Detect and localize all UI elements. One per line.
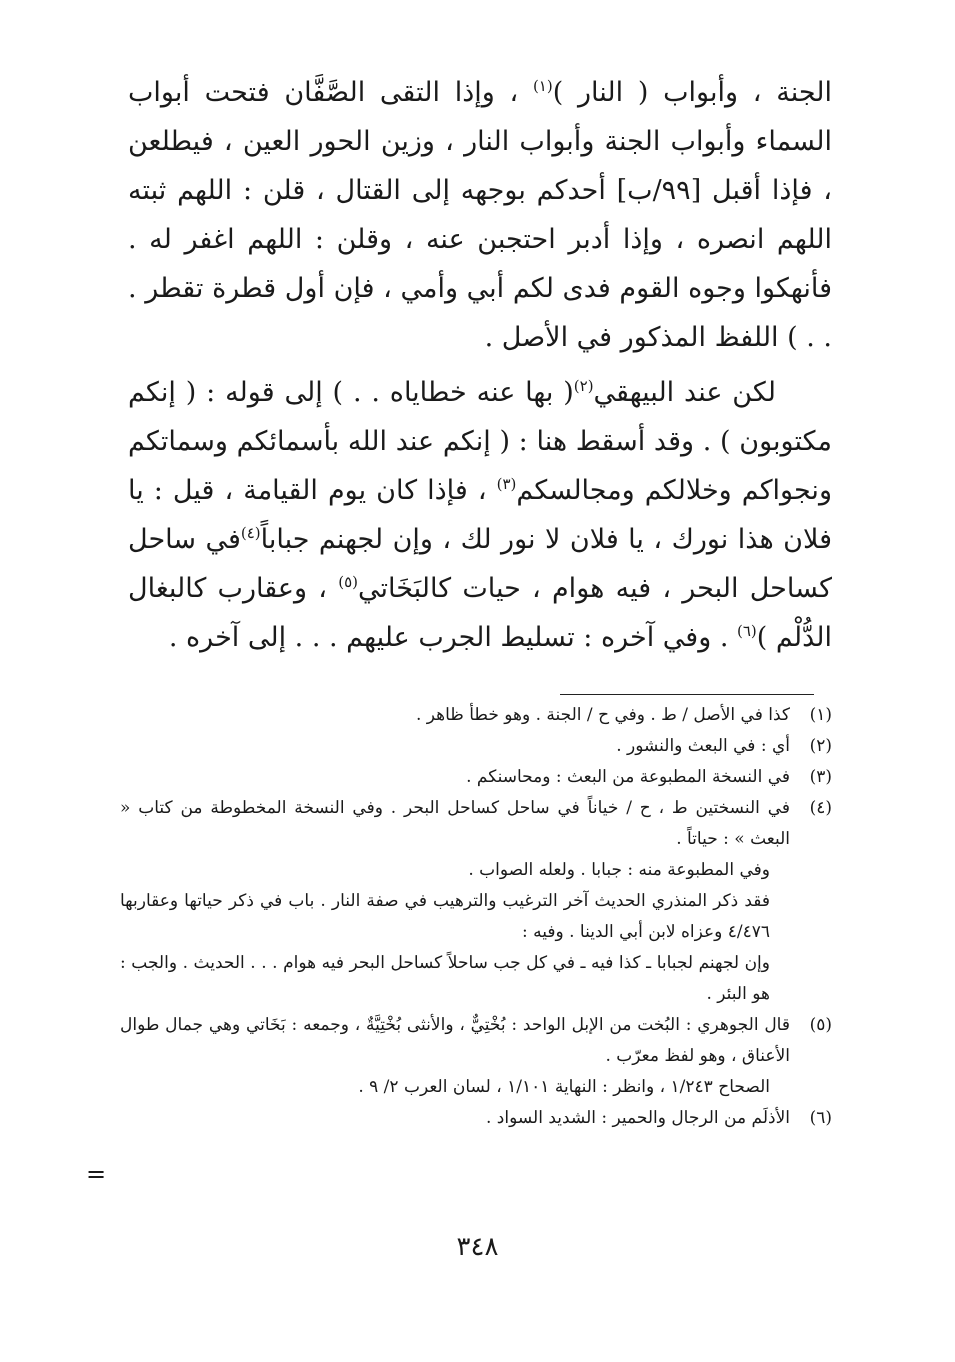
footnote-number: (٤) (809, 798, 832, 818)
text-segment: ، وعقارب كالبغال الدُّلْم ) (128, 573, 832, 653)
footnote-3 (120, 762, 832, 793)
footnote-line: في النسخة المطبوعة من البعث : ومحاسنكم . (466, 767, 790, 787)
paragraph-2 (128, 368, 832, 662)
footnote-2 (120, 731, 832, 762)
footnote-5 (120, 1010, 832, 1103)
footnote-4 (120, 793, 832, 1010)
footnote-ref-2: (٢) (573, 377, 594, 395)
continuation-marker: = (86, 1160, 107, 1188)
text-segment: في ساحل كساحل البحر ، فيه هوام ، حيات كالبَخَاتي (128, 524, 833, 604)
footnote-line: الصحاح ١/٢٤٣ ، وانظر : النهاية ١/١٠١ ، لسان العرب ٢/ ٩ . (358, 1077, 770, 1097)
footnote-line: وإن لجهنم لجبابا ـ كذا فيه ـ في كل جب ساحلاً كساحل البحر فيه هوام . . . الحديث . والجب : هو البئر . (120, 953, 770, 1004)
footnote-separator (560, 694, 814, 695)
text-segment: الجنة ، وأبواب ( النار ) (552, 77, 832, 108)
text-segment: ، وإذا التقى الصَّفَّان فتحت أبواب السماء وأبواب الجنة وأبواب النار ، وزين الحور العين ، فيطلعن ، فإذا أقبل [٩٩/ب] أحدكم بوجهه إلى القتال ، قلن : اللهم ثبته اللهم انصره ، وإذا أدبر احتجبن عنه ، وقلن : اللهم اغفر له . فأنهكوا وجوه القوم فدى لكم أبي وأمي ، فإن أول قطرة تقطر . . . ) اللفظ المذكور في الأصل . (128, 77, 832, 353)
footnote-6 (120, 1103, 832, 1134)
footnote-1 (120, 700, 832, 731)
footnote-line: الأذلَم من الرجال والحمير : الشديد السواد . (485, 1108, 790, 1128)
footnote-number: (٢) (809, 736, 832, 756)
footnote-line: فقد ذكر المنذري الحديث آخر الترغيب والترهيب في صفة النار . باب في ذكر حياتها وعقاربها ٤/٤٧٦ وعزاه لابن أبي الدينا . وفيه : (120, 891, 770, 942)
footnote-number: (٣) (809, 767, 832, 787)
footnotes (120, 700, 832, 1134)
paragraph-1 (128, 68, 832, 362)
footnote-number: (١) (809, 705, 832, 725)
footnote-ref-5: (٥) (338, 573, 358, 591)
footnote-ref-6: (٦) (737, 622, 757, 640)
text-segment: لكن عند البيهقي (593, 377, 776, 408)
footnote-number: (٦) (809, 1108, 832, 1128)
footnote-line: وفي المطبوعة منه : جبابا . ولعله الصواب . (468, 860, 770, 880)
footnote-line: كذا في الأصل / ط . وفي ح / الجنة . وهو خطأ ظاهر . (415, 705, 790, 725)
text-segment: ، فإذا كان يوم القيامة ، قيل : يا فلان هذا نورك ، يا فلان لا نور لك ، وإن لجهنم جباباً (128, 475, 833, 555)
footnote-number: (٥) (809, 1015, 832, 1035)
page-number: ٣٤٨ (456, 1232, 499, 1262)
footnote-line: في النسختين ط ، ح / خياناً في ساحل كساحل البحر . وفي النسخة المخطوطة من كتاب « البعث » : حياتاً . (120, 798, 790, 849)
footnote-ref-3: (٣) (496, 475, 517, 493)
footnote-line: قال الجوهري : البُخت من الإبل الواحد : بُخْتِيٌّ ، والأنثى بُخْتِيَّةٌ ، وجمعه : بَخَاتي وهي جمال طوال الأعناق ، وهو لفظ معرّب . (120, 1015, 790, 1066)
footnote-ref-4: (٤) (240, 524, 261, 542)
footnote-line: أي : في البعث والنشور . (616, 736, 790, 756)
text-segment: . وفي آخره : تسليط الجرب عليهم . . . إلى آخره . (168, 622, 737, 653)
main-text (128, 68, 832, 662)
text-segment: ( بها عنه خطاياه . . ) إلى قوله : ( إنكم مكتوبون ) . وقد أسقط هنا : ( إنكم عند الله بأسمائكم وسماتكم ونجواكم وخلالكم ومجالسكم (128, 377, 832, 506)
footnote-ref-1: (١) (532, 77, 553, 95)
